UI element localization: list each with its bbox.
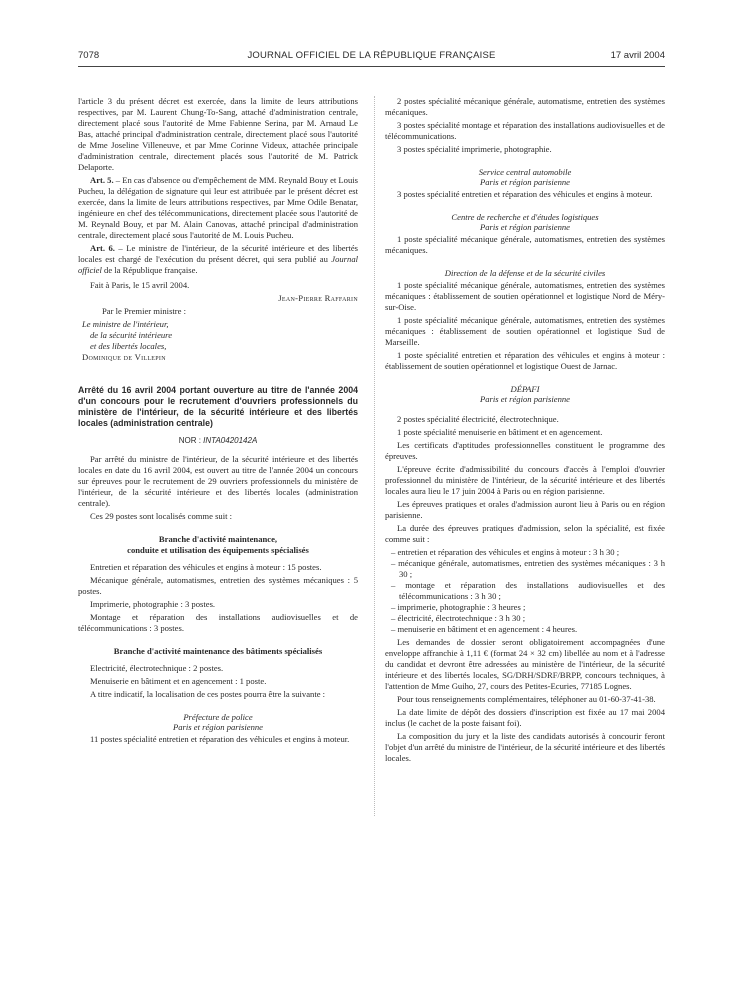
paragraph-arrete: Par arrêté du ministre de l'intérieur, de la sécurité intérieure et des libertés locales en date du 16 avril 2004, est ouvert au titre de l'année 2004 un concours sur épreuves pour le recrutement de 29 ouvriers professionnels du ministère de l'intérieur, de la sécurité intérieure et des libertés locales (administration centrale). <box>78 454 358 508</box>
list-item: – menuiserie en bâtiment et en agencement : 4 heures. <box>385 624 665 635</box>
service-automobile-heading: Service central automobile Paris et région parisienne <box>478 167 572 187</box>
article-6-text-b: de la République française. <box>101 265 198 275</box>
list-item: A titre indicatif, la localisation de ces postes pourra être la suivante : <box>90 689 326 699</box>
signature-block <box>78 280 358 363</box>
branch-maintenance-heading: Branche d'activité maintenance, conduite et utilisation des équipements spécialisés <box>127 534 309 555</box>
list-item: 11 postes spécialité entretien et réparation des véhicules et engins à moteur. <box>90 734 350 744</box>
list-item: Entretien et réparation des véhicules et engins à moteur : 15 postes. <box>90 562 322 572</box>
paragraph-epreuves-pratiques: Les épreuves pratiques et orales d'admission auront lieu à Paris ou en région parisienne. <box>385 499 665 520</box>
list-item: 2 postes spécialité électricité, électrotechnique. <box>397 414 559 424</box>
article-6-text-a: – Le ministre de l'intérieur, de la sécurité intérieure et des libertés locales est chargé de l'exécution du présent décret, qui sera publié au <box>78 243 358 264</box>
paragraph-duree: La durée des épreuves pratiques d'admission, selon la spécialité, est fixée comme suit : <box>385 523 665 544</box>
nor-reference: NOR : INTA0420142A <box>178 436 258 445</box>
journal-title: JOURNAL OFFICIEL DE LA RÉPUBLIQUE FRANÇAISE <box>247 50 496 61</box>
direction-heading: Direction de la défense et de la sécurité civiles <box>444 268 606 278</box>
list-item: 2 postes spécialité mécanique générale, automatisme, entretien des systèmes mécaniques. <box>385 96 665 117</box>
list-item: Mécanique générale, automatismes, entretien des systèmes mécaniques : 5 postes. <box>78 575 358 596</box>
paragraph-renseignements: Pour tous renseignements complémentaires, téléphoner au 01-60-37-41-38. <box>397 694 656 704</box>
paragraph-date-limite: La date limite de dépôt des dossiers d'inscription est fixée au 17 mai 2004 inclus (le cachet de la poste faisant foi). <box>385 707 665 728</box>
branch-buildings-heading: Branche d'activité maintenance des bâtiments spécialisés <box>113 646 323 656</box>
nor-code: INTA0420142A <box>203 436 258 445</box>
article-5-text: – En cas d'absence ou d'empêchement de MM. Reynald Bouy et Louis Pucheu, la délégation de signature qui leur est attribuée par le présent décret est exercée, dans la limite de leurs attributions respectives, par Mme Odile Benatar, ingénieure en chef des télécommunications, directement placée sous l'autorité de M. Reynald Bouy, et par M. Alain Canovas, attaché principal d'administration centrale, directement placé sous l'autorité de M. Louis Pucheu. <box>78 175 359 240</box>
list-item: 3 postes spécialité entretien et réparation des véhicules et engins à moteur. <box>397 189 653 199</box>
column-divider <box>374 96 375 816</box>
list-item: – mécanique générale, automatismes, entretien des systèmes mécaniques : 3 h 30 ; <box>385 558 665 580</box>
list-item: 1 poste spécialité entretien et réparation des véhicules et engins à moteur : établissement de soutien opérationnel et logistique Ouest de Jarnac. <box>385 350 665 371</box>
list-item: – imprimerie, photographie : 3 heures ; <box>385 602 665 613</box>
article-6-journal: Journal officiel <box>78 254 358 275</box>
right-column <box>385 96 665 766</box>
list-item: 1 poste spécialité mécanique générale, automatismes, entretien des systèmes mécaniques : établissement de soutien opérationnel et logistique Nord de Méry-sur-Oise. <box>385 280 665 312</box>
paragraph-article-5 <box>78 175 358 241</box>
page-header <box>78 50 665 64</box>
paragraph-demandes: Les demandes de dossier seront obligatoirement accompagnées d'une enveloppe affranchie à 1,11 € (format 24 × 32 cm) libellée au nom et à l'adresse du candidat et devront être adressées au ministère de l'intérieur, de la sécurité intérieure et des libertés locales, SG/DRH/SDRF/BRPP, concours techniques, à l'attention de Mme Guiho, 27, cours des Petites-Ecuries, 77185 Lognes. <box>385 637 665 691</box>
by-prime-minister: Par le Premier ministre : <box>102 306 187 316</box>
crel-heading: Centre de recherche et d'études logistiques Paris et région parisienne <box>451 212 599 232</box>
list-item: Montage et réparation des installations audiovisuelles et de télécommunications : 3 postes. <box>78 612 358 633</box>
article-5-label: Art. 5. <box>90 175 114 185</box>
paragraph-certificats: Les certificats d'aptitudes professionnelles constituent le programme des épreuves. <box>385 440 665 461</box>
header-rule <box>78 66 665 67</box>
spacer <box>385 406 665 414</box>
list-item: 1 poste spécialité mécanique générale, automatismes, entretien des systèmes mécaniques : établissement de soutien opérationnel et logistique Sud de Marseille. <box>385 315 665 347</box>
paragraph-postes: Ces 29 postes sont localisés comme suit : <box>90 511 233 521</box>
left-column <box>78 96 358 747</box>
list-item: Menuiserie en bâtiment et en agencement : 1 poste. <box>90 676 267 686</box>
dapafi-heading: DÉPAFI Paris et région parisienne <box>480 384 570 404</box>
arrete-title: Arrêté du 16 avril 2004 portant ouverture au titre de l'année 2004 d'un concours pour le recrutement d'ouvriers professionnels du ministère de l'intérieur, de la sécurité intérieure et des libertés locales (administration centrale) <box>78 385 358 428</box>
minister-line-3: et des libertés locales, <box>90 341 167 351</box>
list-item: 1 poste spécialité mécanique générale, automatismes, entretien des systèmes mécaniques. <box>385 234 665 255</box>
paragraph-article-6 <box>78 243 358 276</box>
done-at: Fait à Paris, le 15 avril 2004. <box>90 280 190 290</box>
list-item: Electricité, électrotechnique : 2 postes. <box>90 663 224 673</box>
article-6-label: Art. 6. <box>90 243 115 253</box>
duration-list <box>385 547 665 635</box>
list-item: – entretien et réparation des véhicules et engins à moteur : 3 h 30 ; <box>385 547 665 558</box>
paragraph-epreuve-ecrite: L'épreuve écrite d'admissibilité du concours d'accès à l'emploi d'ouvrier professionnel du ministère de l'intérieur, de la sécurité intérieure et des libertés locales aura lieu le 17 juin 2004 à Paris ou en région parisienne. <box>385 464 665 496</box>
publication-date: 17 avril 2004 <box>610 50 665 61</box>
paragraph-jury: La composition du jury et la liste des candidats autorisés à concourir feront l'objet d'un arrêté du ministre de l'intérieur, de la sécurité intérieure et des libertés locales. <box>385 731 665 763</box>
list-item: 1 poste spécialité menuiserie en bâtiment et en agencement. <box>397 427 603 437</box>
minister-name: Dominique de Villepin <box>82 352 166 362</box>
list-item: Imprimerie, photographie : 3 postes. <box>90 599 216 609</box>
minister-line-2: de la sécurité intérieure <box>90 330 173 340</box>
list-item: 3 postes spécialité montage et réparation des installations audiovisuelles et de télécommunications. <box>385 120 665 141</box>
list-item: – montage et réparation des installations audiovisuelles et des télécommunications : 3 h 30 ; <box>385 580 665 602</box>
minister-line-1: Le ministre de l'intérieur, <box>82 319 169 329</box>
list-item: 3 postes spécialité imprimerie, photographie. <box>397 144 552 154</box>
page-number: 7078 <box>78 50 100 61</box>
prefecture-heading: Préfecture de police Paris et région parisienne <box>173 712 263 732</box>
paragraph-article-3-continuation: l'article 3 du présent décret est exercée, dans la limite de leurs attributions respectives, par M. Laurent Chung-To-Sang, attaché d'administration centrale, directement placé sous l'autorité de Mme Fabienne Serina, par M. Arnaud Le Bas, attaché principal d'administration centrale, directement placé sous l'autorité de Mme Joseline Villeneuve, et par Mme Corinne Videux, attachée principale d'administration centrale, directement placés sous l'autorité de M. Patrick Delaporte. <box>78 96 358 172</box>
signatory-name: Jean-Pierre Raffarin <box>278 293 358 303</box>
list-item: – électricité, électrotechnique : 3 h 30 ; <box>385 613 665 624</box>
